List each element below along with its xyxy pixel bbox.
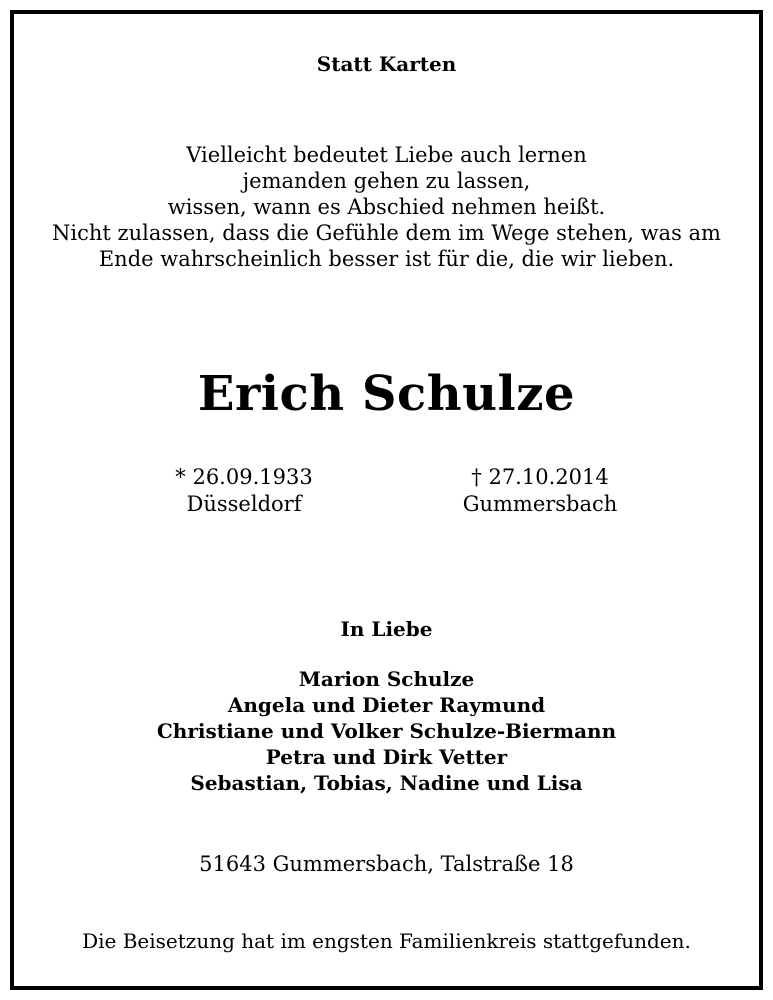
family-address: 51643 Gummersbach, Talstraße 18 — [199, 852, 574, 876]
mourner-entry: Angela und Dieter Raymund — [227, 693, 546, 717]
birth-info — [174, 464, 314, 518]
birth-date: * 26.09.1933 — [175, 465, 313, 489]
mourner-entry: Christiane und Volker Schulze-Biermann — [156, 719, 617, 743]
deceased-name: Erich Schulze — [197, 366, 576, 422]
mourners-list — [14, 666, 759, 796]
poem-line: jemanden gehen zu lassen, — [242, 169, 531, 193]
death-date: † 27.10.2014 — [471, 465, 609, 489]
header-statt-karten: Statt Karten — [316, 52, 457, 76]
poem-line: Vielleicht bedeutet Liebe auch lernen — [186, 143, 587, 167]
death-place: Gummersbach — [462, 492, 618, 516]
mourner-entry: Petra und Dirk Vetter — [265, 745, 508, 769]
memorial-poem — [14, 142, 759, 272]
in-love-label: In Liebe — [340, 617, 433, 641]
poem-line: Ende wahrscheinlich besser ist für die, die wir lieben. — [98, 247, 675, 271]
death-info — [454, 464, 626, 518]
birth-place: Düsseldorf — [186, 492, 302, 516]
poem-line: Nicht zulassen, dass die Gefühle dem im Wege stehen, was am — [52, 221, 721, 245]
obituary-notice — [10, 10, 763, 990]
mourner-entry: Marion Schulze — [298, 667, 475, 691]
burial-note: Die Beisetzung hat im engsten Familienkreis stattgefunden. — [82, 929, 691, 953]
mourner-entry: Sebastian, Tobias, Nadine und Lisa — [190, 771, 583, 795]
poem-line: wissen, wann es Abschied nehmen heißt. — [167, 195, 606, 219]
